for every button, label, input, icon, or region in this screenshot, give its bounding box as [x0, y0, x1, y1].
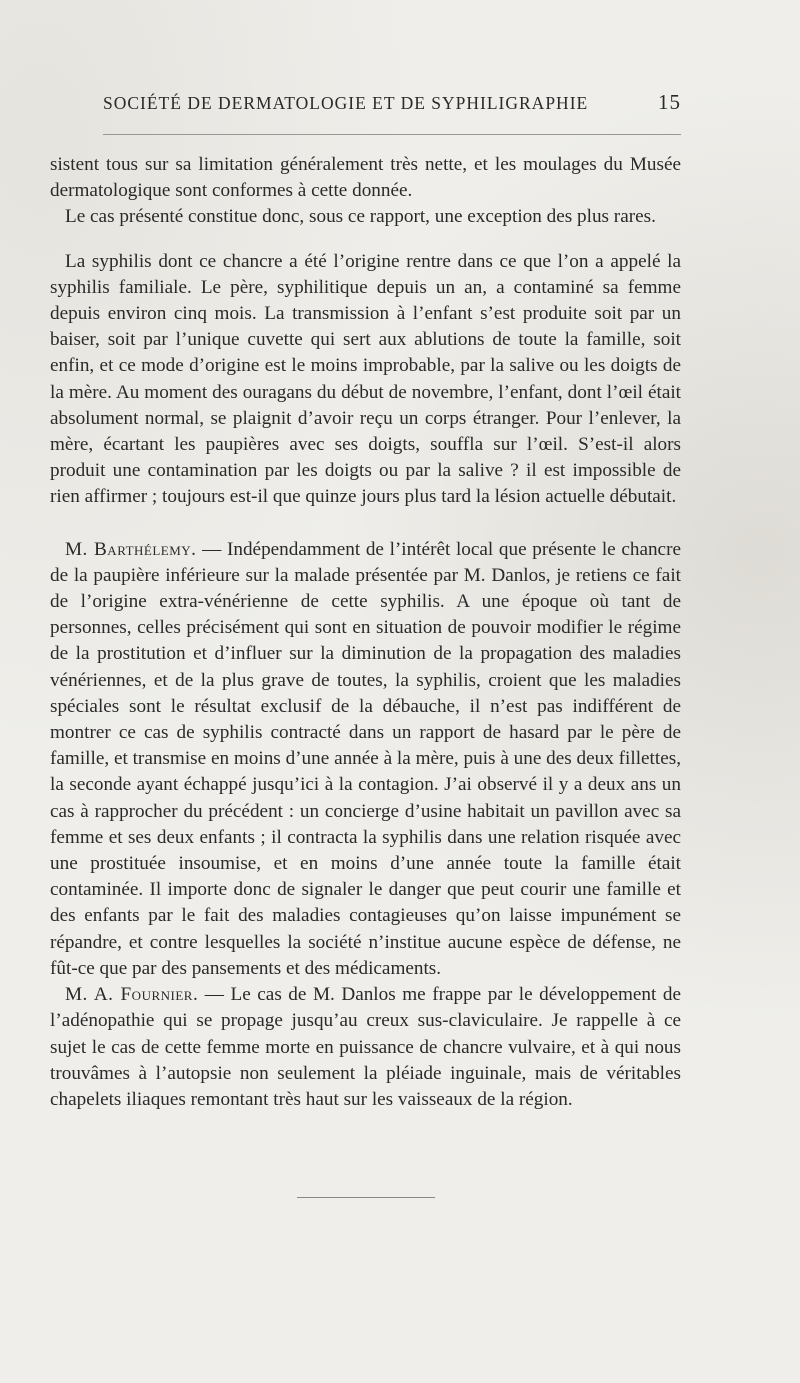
page-number: 15 [658, 90, 681, 114]
paragraph-exception: Le cas présenté constitue donc, sous ce rapport, une exception des plus rares. [65, 206, 656, 228]
paragraph-continuation: sistent tous sur sa limitation généralement très nette, et les moulages du Musée dermatologique sont conformes à cette donnée. [50, 154, 681, 202]
paragraph-fournier: M. A. Fournier. — Le cas de M. Danlos me frappe par le développement de l’adénopathie qui se propage jusqu’au creux sus-claviculaire. Je rappelle à ce sujet le cas de cette femme morte en puissance de chancre vulvaire, et à qui nous trouvâmes à l’autopsie non seulement la pléiade inguinale, mais de véritables chapelets iliaques remontant très haut sur les vaisseaux de la région. [50, 984, 681, 1110]
paragraph-familial-syphilis: La syphilis dont ce chancre a été l’origine rentre dans ce que l’on a appelé la syphilis familiale. Le père, syphilitique depuis un an, a contaminé sa femme depuis environ cinq mois. La transmission à l’enfant s’est produite soit par un baiser, soit par l’unique cuvette qui sert aux ablutions de toute la famille, soit enfin, et ce mode d’origine est le moins improbable, par la salive ou les doigts de la mère. Au moment des ouragans du début de novembre, l’enfant, dont l’œil était absolument normal, se plaignit d’avoir reçu un corps étranger. Pour l’enlever, la mère, écartant les paupières avec ses doigts, souffla sur l’œil. S’est-il alors produit une contamination par les doigts ou par la salive ? il est impossible de rien affirmer ; toujours est-il que quinze jours plus tard la lésion actuelle débutait. [50, 250, 681, 508]
header-divider [103, 134, 681, 135]
running-title: SOCIÉTÉ DE DERMATOLOGIE ET DE SYPHILIGRAPHIE [103, 93, 589, 113]
speaker-name: M. A. Fournier. [65, 984, 199, 1006]
speaker-name: M. Barthélemy. [65, 538, 197, 560]
paragraph-barthelemy: M. Barthélemy. — Indépendamment de l’intérêt local que présente le chancre de la paupière inférieure sur la malade présentée par M. Danlos, je retiens ce fait de l’origine extra-vénérienne de cette syphilis. A une époque où tant de personnes, celles précisément qui sont en situation de pouvoir modifier le régime de la prostitution et d’influer sur la diminution de la propagation des maladies vénériennes, et de la plus grave de toutes, la syphilis, croient que les maladies spéciales sont le résultat exclusif de la débauche, il n’est pas indifférent de montrer ce cas de syphilis contracté dans un rapport de hasard par le père de famille, et transmise en moins d’une année à la mère, puis à une des deux fillettes, la seconde ayant échappé jusqu’ici à la contagion. J’ai observé il y a deux ans un cas à rapprocher du précédent : un concierge d’usine habitait un pavillon avec sa femme et ses deux enfants ; il contracta la syphilis dans une relation risquée avec une prostituée insoumise, et en moins d’une année toute la famille était contaminée. Il importe donc de signaler le danger que peut courir une famille et des enfants par le fait des maladies contagieuses qu’on laisse impunément se répandre, et contre lesquelles la société n’institue aucune espèce de défense, ne fût-ce que par des pansements et des médicaments. [50, 538, 681, 979]
running-header [103, 90, 681, 123]
section-end-divider [297, 1197, 435, 1198]
body-text [50, 152, 681, 1113]
